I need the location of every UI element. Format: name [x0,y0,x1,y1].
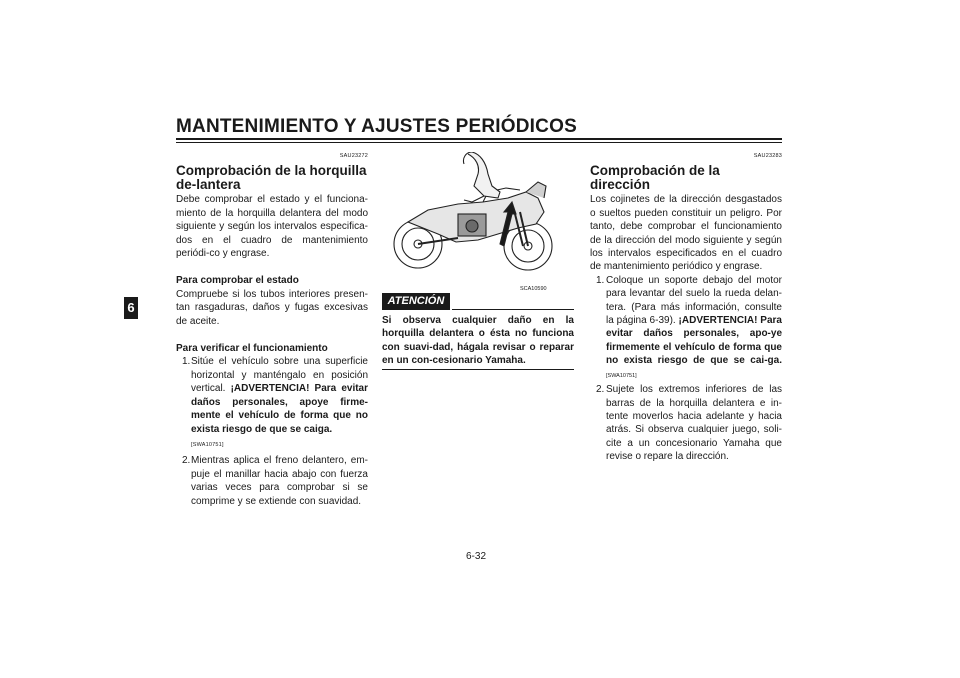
list-item [590,383,782,463]
list-item [176,355,368,452]
warning-text: ¡ADVERTENCIA! Para evitar daños personales, apoye firme-mente el vehículo de forma que no exista riesgo de que se caiga. [191,383,369,435]
motorcycle-illustration [388,152,563,290]
step-text: Coloque un soporte debajo del motor para levantar del suelo la rueda delan-tera. (Para más información, consulte la página 6-39). [606,274,782,327]
atencion-label: ATENCIÓN [382,293,450,310]
steering-steps [590,274,782,464]
step-number: 2. [182,455,191,467]
chapter-tab: 6 [124,297,138,319]
section-code: SAU23272 [339,153,368,159]
subheading-condition: Para comprobar el estado [176,275,299,287]
step-number: 1. [596,274,605,286]
list-item [176,454,368,508]
section-intro: Debe comprobar el estado y el funciona-miento de la horquilla delantera del modo siguiente y según los intervalos especifica-dos en el cuadro de mantenimiento periódi-co y engrase. [176,194,368,260]
step-text: Mientras aplica el freno delantero, em-puje el manillar hacia abajo con fuerza varias veces para comprobar si se comprime y se extiende con suavidad. [191,455,368,507]
list-item [590,274,782,383]
warning-code: [SWA10751] [606,372,637,379]
motorcycle-fork-icon [388,152,563,290]
subheading-operation: Para verificar el funcionamiento [176,343,328,355]
warning-code: [SWA10751] [191,441,224,448]
page-header-title: MANTENIMIENTO Y AJUSTES PERIÓDICOS [176,116,577,137]
step-text: Sitúe el vehículo sobre una superficie horizontal y manténgalo en posición vertical. [191,356,368,395]
column-steering-check [590,150,782,464]
section-code: SAU23283 [753,153,782,159]
atencion-end-rule [382,369,574,370]
section-heading: Comprobación de la dirección [590,163,720,193]
atencion-text: Si observa cualquier daño en la horquilla delantera o ésta no funciona con suavi-dad, hágala revisar o reparar en un con-cesionario Yamaha. [382,315,574,367]
step-text: Sujete los extremos inferiores de las barras de la horquilla delantera e in-tente moverlos hacia adelante y hacia atrás. Si observa cualquier juego, soli-cite a un concesionario Yamaha que revise o repare la dirección. [606,384,782,463]
section-heading: Comprobación de la horquilla de-lantera [176,163,367,193]
figure-code: SCA10590 [520,286,547,292]
step-number: 1. [182,356,191,368]
atencion-rule [452,309,574,310]
page-number: 6-32 [466,551,487,562]
warning-text: ¡ADVERTENCIA! Para evitar daños personales, apo-ye firmemente el vehículo de forma que no exista riesgo de que se cai-ga. [606,315,782,367]
header-rule-thin [176,142,782,143]
section-intro: Los cojinetes de la dirección desgastados o sueltos pueden constituir un peligro. Por tanto, debe comprobar el funcionamiento de la dirección del modo siguiente y según los intervalos especificados en el cuadro de mantenimiento periódico y engrase. [590,194,782,273]
column-fork-check [176,150,368,508]
step-number: 2. [596,384,605,396]
header-rule [176,138,782,140]
condition-text: Compruebe si los tubos interiores presen-tan rasgaduras, daños y fugas excesivas de aceite. [176,288,368,327]
operation-steps [176,355,368,507]
